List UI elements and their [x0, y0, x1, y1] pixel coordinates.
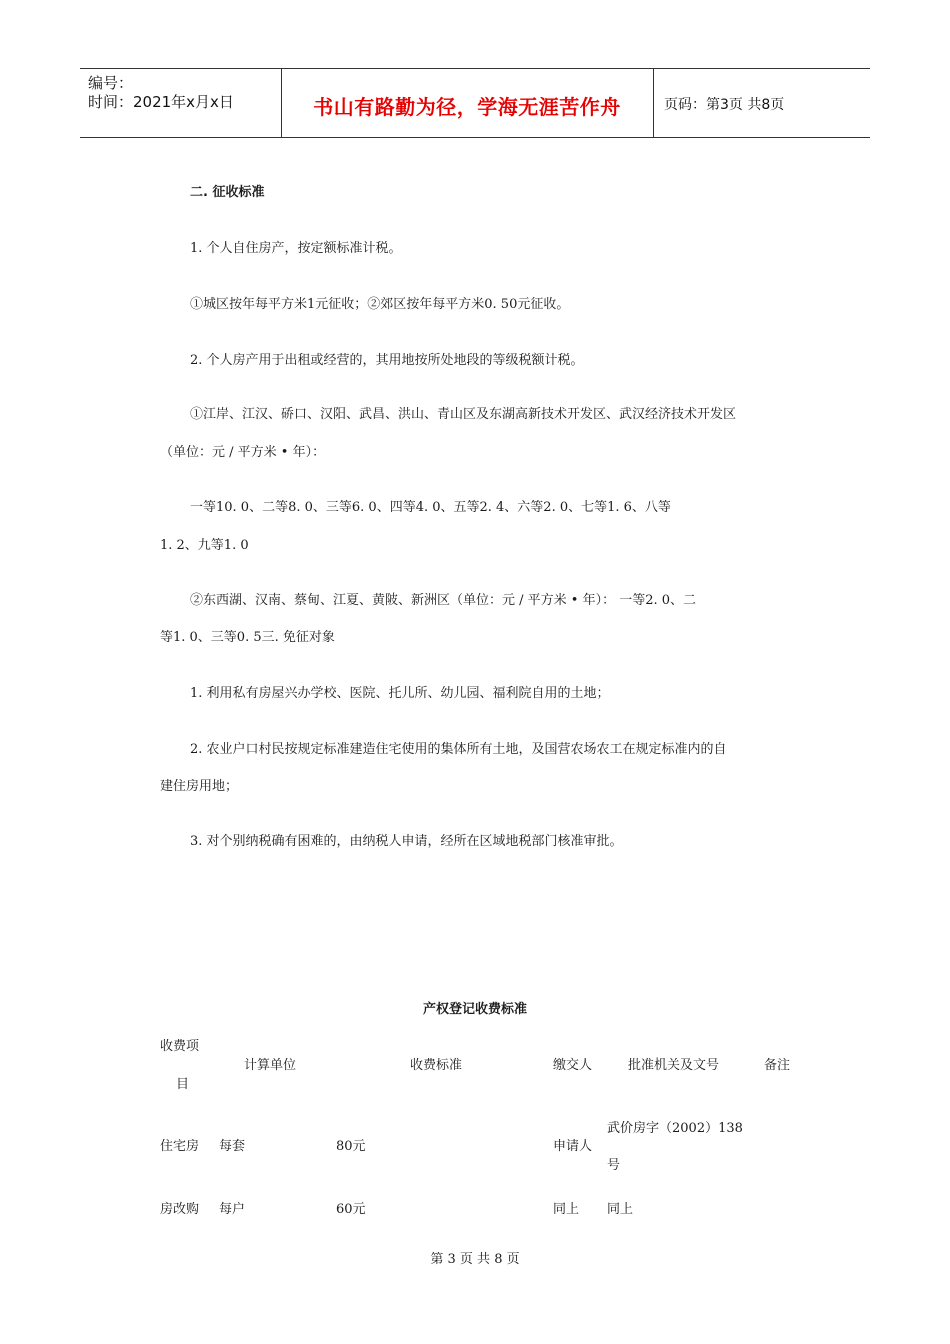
row-authority-line-1: 同上 [607, 1202, 634, 1217]
document-number-label: 编号： [88, 74, 134, 92]
page-footer: 第 3 页 共 8 页 [430, 1252, 520, 1267]
paragraph-7: 1. 利用私有房屋兴办学校、医院、托儿所、幼儿园、福利院自用的土地； [190, 686, 610, 701]
row-authority-line-1: 武价房字（2002）138 [607, 1121, 743, 1136]
header-page-info: 页码：第3页 共8页 [664, 97, 785, 113]
header-unit: 计算单位 [244, 1058, 297, 1073]
row-standard: 60元 [336, 1202, 366, 1217]
paragraph-5-line-2: 1. 2、九等1. 0 [160, 538, 249, 553]
paragraph-8-line-2: 建住房用地； [160, 779, 239, 794]
paragraph-5-line-1: 一等10. 0、二等8. 0、三等6. 0、四等4. 0、五等2. 4、六等2. 0、七等1. 6、八等 [190, 500, 671, 515]
paragraph-2: ①城区按年每平方米1元征收；②郊区按年每平方米0. 50元征收。 [190, 297, 570, 312]
header-standard: 收费标准 [410, 1058, 463, 1073]
header-remark: 备注 [764, 1058, 791, 1073]
header-page-cell [654, 69, 870, 137]
row-standard: 80元 [336, 1139, 366, 1154]
paragraph-6-line-2: 等1. 0、三等0. 5三. 免征对象 [160, 630, 335, 645]
row-payer: 申请人 [553, 1139, 593, 1154]
paragraph-8-line-1: 2. 农业户口村民按规定标准建造住宅使用的集体所有土地，及国营农场农工在规定标准内的自 [190, 742, 727, 757]
document-date: 时间：2021年x月x日 [88, 93, 234, 111]
paragraph-1: 1. 个人自住房产，按定额标准计税。 [190, 241, 402, 256]
row-payer: 同上 [553, 1202, 580, 1217]
table-title: 产权登记收费标准 [422, 1002, 527, 1017]
paragraph-3: 2. 个人房产用于出租或经营的，其用地按所处地段的等级税额计税。 [190, 353, 584, 368]
header-item-line-1: 收费项 [160, 1039, 200, 1054]
row-item: 住宅房 [160, 1139, 200, 1154]
row-unit: 每户 [219, 1202, 246, 1217]
header-authority: 批准机关及文号 [628, 1058, 720, 1073]
row-item: 房改购 [160, 1202, 200, 1217]
header-payer: 缴交人 [553, 1058, 593, 1073]
row-authority-line-2: 号 [607, 1158, 621, 1173]
section-title: 二. 征收标准 [190, 185, 265, 200]
header-motto: 书山有路勤为径，学海无涯苦作舟 [313, 95, 621, 119]
paragraph-4-line-2: （单位：元 / 平方米 • 年）： [160, 445, 326, 460]
row-unit: 每套 [219, 1139, 246, 1154]
header-meta [80, 69, 282, 137]
header-item-line-2: 目 [176, 1077, 190, 1092]
header-motto-cell [281, 69, 654, 137]
paragraph-9: 3. 对个别纳税确有困难的，由纳税人申请，经所在区域地税部门核准审批。 [190, 834, 623, 849]
page-header [80, 68, 870, 138]
paragraph-4-line-1: ①江岸、江汉、硚口、汉阳、武昌、洪山、青山区及东湖高新技术开发区、武汉经济技术开发区 [190, 407, 737, 422]
paragraph-6-line-1: ②东西湖、汉南、蔡甸、江夏、黄陂、新洲区（单位：元 / 平方米 • 年）： 一等2. 0、二 [190, 593, 697, 608]
